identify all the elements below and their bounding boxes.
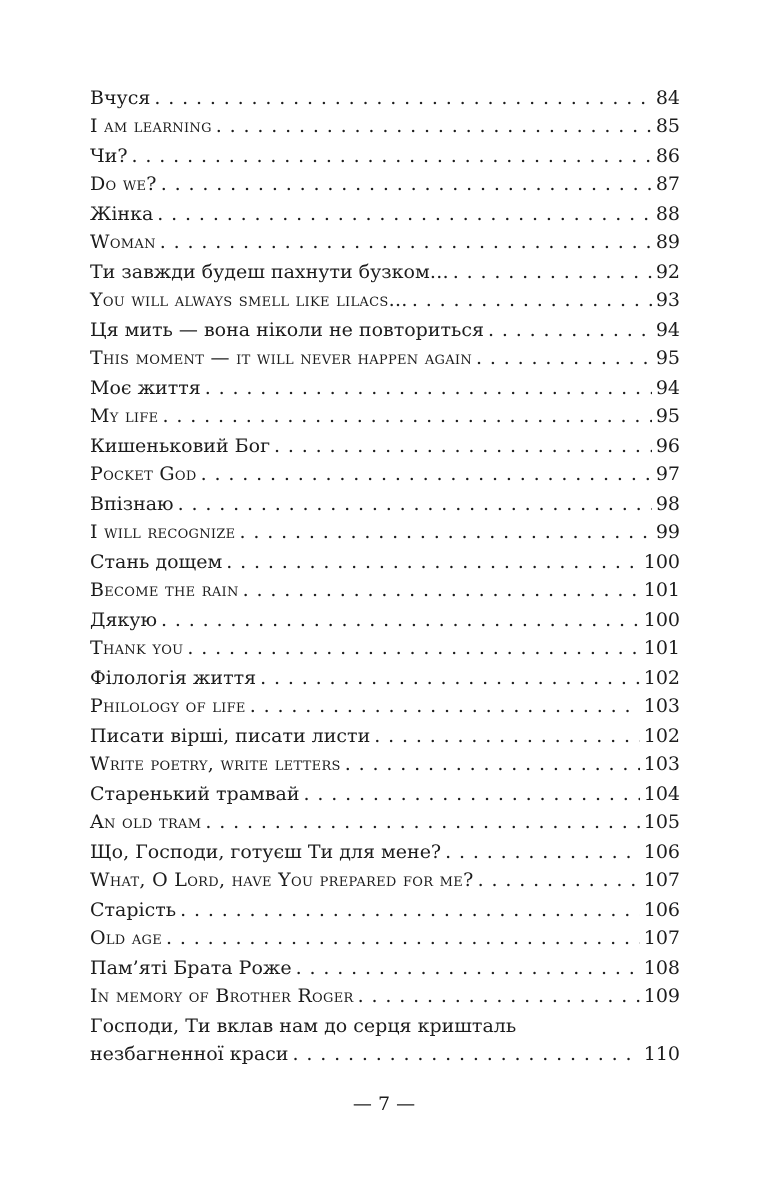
toc-line-en [90,634,680,662]
dot-leader [243,576,640,604]
toc-title: Ти завжди будеш пахнути бузком… [90,261,449,283]
toc-page-number: 87 [655,173,680,195]
toc-title: Become the rain [90,579,239,601]
toc-title: An old tram [90,811,202,833]
toc-page-number: 102 [643,725,680,747]
toc-page-number: 85 [655,115,680,137]
toc-title: Старенький трамвай [90,783,300,805]
toc-title: Вчуся [90,87,151,109]
toc-page-number: 97 [655,463,680,485]
toc-title: Кишеньковий Бог [90,435,271,457]
toc-page-number: 93 [655,289,680,311]
toc-title: Дякую [90,609,158,631]
dot-leader [488,316,652,344]
toc-line-en [90,866,680,894]
toc-line-en [90,460,680,488]
toc-line-uk [90,664,680,692]
toc-title: Woman [90,231,156,253]
toc-title: Pocket God [90,463,197,485]
toc-page-number: 99 [655,521,680,543]
toc-entry [90,548,680,604]
dot-leader [226,548,639,576]
toc-page-number: 96 [655,435,680,457]
toc-title: Do we? [90,173,157,195]
toc-entry-multiline [90,1012,680,1068]
toc-title: I will recognize [90,521,236,543]
toc-title: Стань дощем [90,551,223,573]
dot-leader [358,982,640,1010]
dot-leader [250,692,640,720]
toc-title: I am learning [90,115,212,137]
toc-title: Філологія життя [90,667,257,689]
toc-page-number: 84 [655,87,680,109]
toc-title: Old age [90,927,163,949]
dot-leader [345,750,640,778]
toc-line-en [90,402,680,430]
toc-page-number: 105 [643,811,680,833]
toc-page-number: 95 [655,347,680,369]
toc-line [90,1040,680,1068]
dot-leader [132,142,652,170]
toc-page-number: 106 [643,899,680,921]
toc-title: Пам’яті Брата Роже [90,957,292,979]
toc-title: Жінка [90,203,154,225]
toc-title: You will always smell like lilacs… [90,289,408,311]
toc-page-number: 109 [643,985,680,1007]
toc-title: Ця мить — вона ніколи не повториться [90,319,484,341]
toc-line-uk [90,548,680,576]
toc-entry [90,490,680,546]
toc-page-number: 86 [655,145,680,167]
toc-page-number: 103 [643,695,680,717]
toc-title: Thank you [90,637,184,659]
dot-leader [166,924,640,952]
toc-line-en [90,576,680,604]
dot-leader [304,780,640,808]
toc-title: Моє життя [90,377,201,399]
toc-title: My life [90,405,159,427]
toc-page-number: 101 [643,637,680,659]
toc-entry [90,896,680,952]
toc-title: Чи? [90,145,128,167]
toc-line-uk [90,780,680,808]
toc-title: This moment — it will never happen again [90,347,472,369]
toc-page-number: 104 [643,783,680,805]
table-of-contents [90,84,680,1070]
toc-entry [90,84,680,140]
dot-leader [274,432,652,460]
toc-line-en [90,286,680,314]
toc-line-en [90,344,680,372]
dot-leader [205,808,639,836]
toc-entry [90,374,680,430]
toc-title: In memory of Brother Roger [90,985,354,1007]
dot-leader [445,838,640,866]
toc-title: Впізнаю [90,493,174,515]
toc-entry [90,200,680,256]
dot-leader [205,374,652,402]
dot-leader [180,896,640,924]
toc-line-uk [90,896,680,924]
toc-line-uk [90,258,680,286]
toc-page-number: 107 [643,869,680,891]
toc-entry [90,954,680,1010]
page-number: — 7 — [352,1093,416,1115]
toc-line-en [90,518,680,546]
toc-line-en [90,692,680,720]
toc-entry [90,722,680,778]
toc-page-number: 110 [643,1043,680,1065]
toc-page-number: 107 [643,927,680,949]
toc-line-uk [90,142,680,170]
toc-page-number: 89 [655,231,680,253]
toc-line-en [90,808,680,836]
toc-line-uk [90,606,680,634]
toc-line-uk [90,490,680,518]
dot-leader [296,954,640,982]
toc-entry [90,258,680,314]
toc-page-number: 108 [643,957,680,979]
toc-page-number: 98 [655,493,680,515]
toc-entry [90,432,680,488]
toc-title: Писати вірші, писати листи [90,725,371,747]
toc-page-number: 95 [655,405,680,427]
dot-leader [292,1040,639,1068]
toc-title: Philology of life [90,695,246,717]
toc-page-number: 106 [643,841,680,863]
toc-title: Старість [90,899,177,921]
dot-leader [154,84,651,112]
toc-line-en [90,112,680,140]
dot-leader [160,228,652,256]
dot-leader [162,402,651,430]
toc-entry [90,606,680,662]
dot-leader [412,286,652,314]
toc-title: Господи, Ти вклав нам до серця кришталь [90,1015,517,1037]
toc-line-uk [90,432,680,460]
toc-line-en [90,170,680,198]
toc-line-uk [90,838,680,866]
toc-entry [90,780,680,836]
dot-leader [453,258,652,286]
toc-line-en [90,982,680,1010]
dot-leader [239,518,651,546]
toc-page-number: 88 [655,203,680,225]
toc-page-number: 94 [655,319,680,341]
toc-title: Що, Господи, готуєш Ти для мене? [90,841,442,863]
dot-leader [201,460,652,488]
toc-line-en [90,924,680,952]
toc-line-uk [90,316,680,344]
dot-leader [216,112,652,140]
toc-line-uk [90,84,680,112]
dot-leader [157,200,652,228]
toc-page-number: 102 [643,667,680,689]
dot-leader [374,722,640,750]
toc-page-number: 101 [643,579,680,601]
toc-line-uk [90,954,680,982]
toc-title: What, O Lord, have You prepared for me? [90,869,474,891]
toc-line-en [90,750,680,778]
toc-entry [90,316,680,372]
dot-leader [178,490,652,518]
toc-page-number: 100 [643,609,680,631]
dot-leader [476,344,652,372]
toc-entry [90,838,680,894]
dot-leader [161,170,652,198]
toc-line [90,1012,680,1040]
toc-entry [90,142,680,198]
toc-line-uk [90,722,680,750]
toc-line-uk [90,200,680,228]
toc-title: Write poetry, write letters [90,753,341,775]
toc-line-en [90,228,680,256]
toc-page-number: 92 [655,261,680,283]
dot-leader [161,606,640,634]
dot-leader [478,866,640,894]
toc-line-uk [90,374,680,402]
toc-title: незбагненної краси [90,1043,289,1065]
toc-page-number: 100 [643,551,680,573]
toc-page-number: 94 [655,377,680,399]
dot-leader [260,664,640,692]
dot-leader [187,634,639,662]
toc-entry [90,664,680,720]
toc-page-number: 103 [643,753,680,775]
